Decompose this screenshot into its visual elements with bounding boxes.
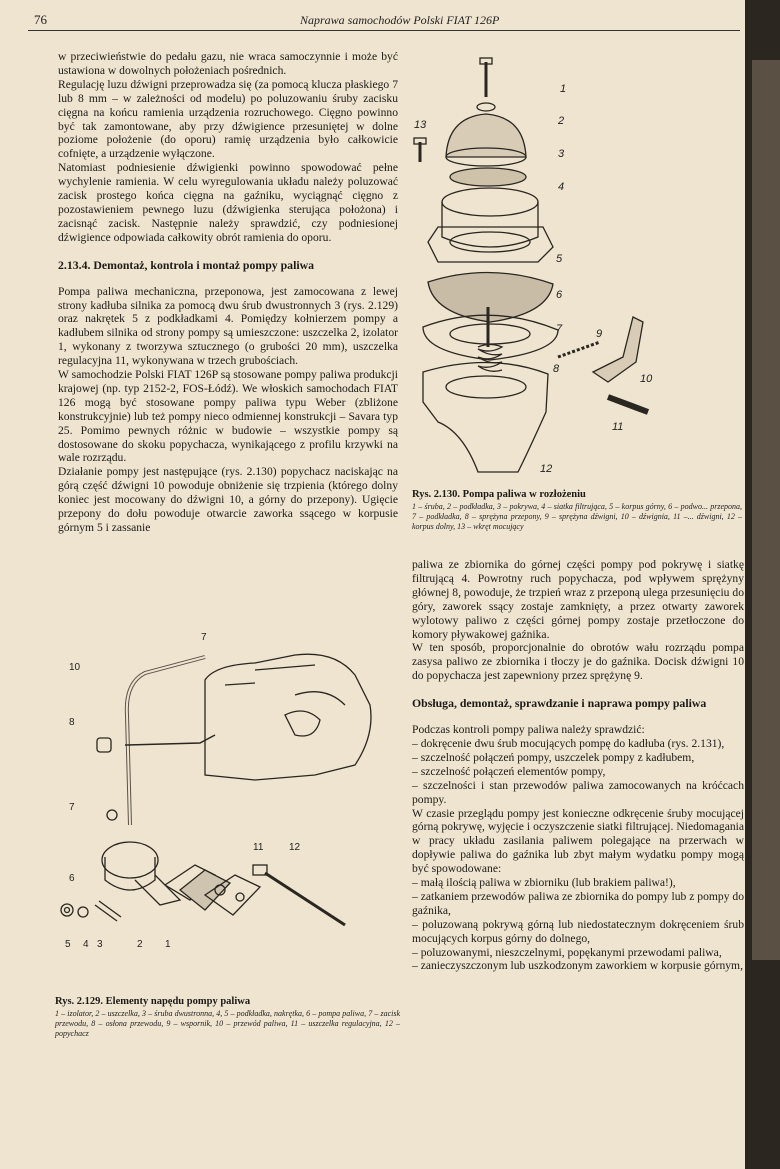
paragraph: Natomiast podniesienie dźwigienki powinno spowodować pełne wychylenie ramienia. W celu wyregulowania układu należy poluzować zacisk prostego końca cięgna na gaźniku, wyciągnąć cięgno z pozostawieniem pewnego luzu (dźwigienka sterująca położona) i zacisnąć zacisk. Następnie należy sprawdzić, czy podniesionej dźwigience odpowiada całkowity obrót ramienia do oporu. bbox=[58, 161, 398, 244]
paragraph: W czasie przeglądu pompy jest konieczne odkręcenie śruby mocującej górną pokrywę, wyjęcie i oczyszczenie siatki filtrującej. Niedomagania w pracy układu zasilania paliwem polegające na przerwach w dopływie paliwa do gaźnika lub zbyt małym wydatku pompy mogą być spowodowane: bbox=[412, 806, 744, 876]
sub-heading: Obsługa, demontaż, sprawdzanie i naprawa pompy paliwa bbox=[412, 696, 707, 711]
fig129-label-5: 5 bbox=[65, 939, 71, 950]
fig130-label-9: 9 bbox=[596, 328, 603, 340]
adjacent-page bbox=[752, 60, 780, 960]
paragraph: W samochodzie Polski FIAT 126P są stosowane pompy paliwa produkcji krajowej (np. typ 2152-2, FOS-Łódź). We włoskich samochodach FIAT 126 mogą być stosowane pompy paliwa typu Weber (zbliżone konstrukcyjnie) lub też pompy nieco odmiennej konstrukcji – Savara typ 25. Pomimo pewnych różnic w budowie – wszystkie pompy są dostosowane do skoku popychacza, wynikającego z profilu krzywki na wale rozrządu. bbox=[58, 368, 398, 465]
fig129-label-6: 6 bbox=[69, 873, 75, 884]
fig130-label-12: 12 bbox=[540, 463, 553, 475]
section-heading: 2.13.4. Demontaż, kontrola i montaż pompy paliwa bbox=[58, 257, 315, 272]
header-rule bbox=[28, 30, 740, 31]
fig130-label-7: 7 bbox=[556, 323, 563, 335]
fig129-label-2: 2 bbox=[137, 939, 143, 950]
running-title: Naprawa samochodów Polski FIAT 126P bbox=[300, 13, 500, 27]
figure-130-drawing bbox=[408, 52, 748, 482]
fig129-label-3: 3 bbox=[97, 939, 103, 950]
caption-text: 1 – śruba, 2 – podkładka, 3 – pokrywa, 4 – siatka filtrująca, 5 – korpus górny, 6 – podwo... przepona, 7 – podkładka, 8 – sprężyna przepony, 9 – sprężyna dźwigni, 10 – dźwignia, 11 –... dźwigni, 12 – korpus dolny, 13 – wkręt mocujący bbox=[412, 501, 742, 531]
paragraph: w przeciwieństwie do pedału gazu, nie wraca samoczynnie i może być ustawiona w dowolnych położeniach pośrednich. bbox=[58, 50, 398, 77]
list-item: – poluzowaną pokrywą górną lub niedostatecznym dokręceniem śrub mocujących korpus górny do dolnego, bbox=[412, 917, 744, 945]
fig130-label-5: 5 bbox=[556, 253, 563, 265]
fig130-label-8: 8 bbox=[553, 363, 560, 375]
fig130-label-2: 2 bbox=[558, 115, 565, 127]
paragraph: paliwa ze zbiornika do górnej części pompy pod pokrywę i siatkę filtrującą 4. Powrotny ruch popychacza, pod wpływem sprężyny głównej 8, powoduje, że trzpień wraz z przeponą ulega przesunięciu do góry, zaworek ssący zostaje zamknięty, a przez otwarty zaworek wylotowy paliwo z części górnej pompy zostaje przetłoczone do komory pływakowej gaźnika. bbox=[412, 558, 744, 641]
list-item: – szczelności i stan przewodów paliwa zamocowanych na króćcach pompy. bbox=[412, 778, 744, 806]
paragraph: Działanie pompy jest następujące (rys. 2.130) popychacz naciskając na górą część dźwigni 10 powoduje obniżenie się trzpienia (którego dolny koniec jest mocowany do dźwigni 10, a górny do przepony). Ugięcie przepony do dołu powoduje otwarcie zaworka ssącego w korpusie górnym 5 i zassanie bbox=[58, 465, 398, 534]
paragraph: Podczas kontroli pompy paliwa należy sprawdzić: bbox=[412, 723, 645, 737]
figure-130-caption bbox=[412, 488, 742, 532]
fig130-label-13: 13 bbox=[414, 119, 427, 131]
left-column-top bbox=[58, 50, 398, 535]
list-item: – zatkaniem przewodów paliwa ze zbiornika do pompy lub z pompy do gaźnika, bbox=[412, 889, 744, 917]
fig130-label-6: 6 bbox=[556, 289, 563, 301]
caption-title: Rys. 2.130. Pompa paliwa w rozłożeniu bbox=[412, 489, 586, 500]
list-item: – zanieczyszczonym lub uszkodzonym zaworkiem w korpusie górnym, bbox=[412, 959, 743, 973]
right-column bbox=[412, 558, 744, 973]
page-number: 76 bbox=[34, 12, 47, 27]
list-item: – małą ilością paliwa w zbiorniku (lub brakiem paliwa!), bbox=[412, 876, 676, 890]
fig129-label-1: 1 bbox=[165, 939, 171, 950]
fig130-label-4: 4 bbox=[558, 181, 565, 193]
fig129-label-7: 7 bbox=[201, 632, 207, 643]
fig130-label-10: 10 bbox=[640, 373, 653, 385]
fig129-label-12: 12 bbox=[289, 842, 301, 853]
list-item: – szczelność połączeń pompy, uszczelek pompy z kadłubem, bbox=[412, 750, 695, 764]
fig129-label-4: 4 bbox=[83, 939, 89, 950]
list-item: – szczelność połączeń elementów pompy, bbox=[412, 764, 606, 778]
figure-129-caption bbox=[55, 995, 400, 1039]
paragraph: W ten sposób, proporcjonalnie do obrotów wału rozrządu pompa zasysa paliwo ze zbiornika i tłoczy je do gaźnika. Docisk dźwigni 10 do popychacza jest zapewniony przez sprężynę 9. bbox=[412, 641, 744, 683]
fig129-label-7b: 7 bbox=[69, 802, 75, 813]
fig130-label-11: 11 bbox=[612, 421, 624, 433]
fig129-label-11: 11 bbox=[253, 842, 264, 853]
caption-title: Rys. 2.129. Elementy napędu pompy paliwa bbox=[55, 996, 251, 1007]
figure-129-drawing bbox=[55, 625, 400, 990]
caption-text: 1 – izolator, 2 – uszczelka, 3 – śruba dwustronna, 4, 5 – podkładka, nakrętka, 6 – pompa paliwa, 7 – zacisk przewodu, 8 – osłona przewodu, 9 – wspornik, 10 – przewód paliwa, 11 – uszczelka regulacyjna, 12 – popychacz bbox=[55, 1008, 400, 1038]
fig129-label-10: 10 bbox=[69, 662, 81, 673]
list-item: – poluzowanymi, nieszczelnymi, popękanymi przewodami paliwa, bbox=[412, 945, 722, 959]
paragraph: Regulację luzu dźwigni przeprowadza się (za pomocą klucza płaskiego 7 lub 8 mm – w zależności od modelu) po poluzowaniu śruby zacisku cięgna na końcu ramienia urządzenia rozruchowego. Cięgno powinno być tak zamontowane, aby przy dźwigience przesuniętej w dolne poziome położenie (do oporu) ramię urządzenia było całkowicie cofnięte, a urządzenie wyłączone. bbox=[58, 77, 398, 161]
paragraph: Pompa paliwa mechaniczna, przeponowa, jest zamocowana z lewej strony kadłuba silnika za pomocą dwu śrub dwustronnych 3 (rys. 2.129) oraz nakrętek 5 z podkładkami 4. Pomiędzy kołnierzem pompy a kadłubem silnika od strony pompy są umieszczone: uszczelka 2, izolator 1, wykonany z tworzywa sztucznego (o grubości 20 mm), uszczelka regulacyjna 11, wykonywana w trzech grubościach. bbox=[58, 284, 398, 368]
list-item: – dokręcenie dwu śrub mocujących pompę do kadłuba (rys. 2.131), bbox=[412, 736, 725, 750]
fig130-label-1: 1 bbox=[560, 83, 567, 95]
fig130-label-3: 3 bbox=[558, 148, 565, 160]
fig129-label-8: 8 bbox=[69, 717, 75, 728]
